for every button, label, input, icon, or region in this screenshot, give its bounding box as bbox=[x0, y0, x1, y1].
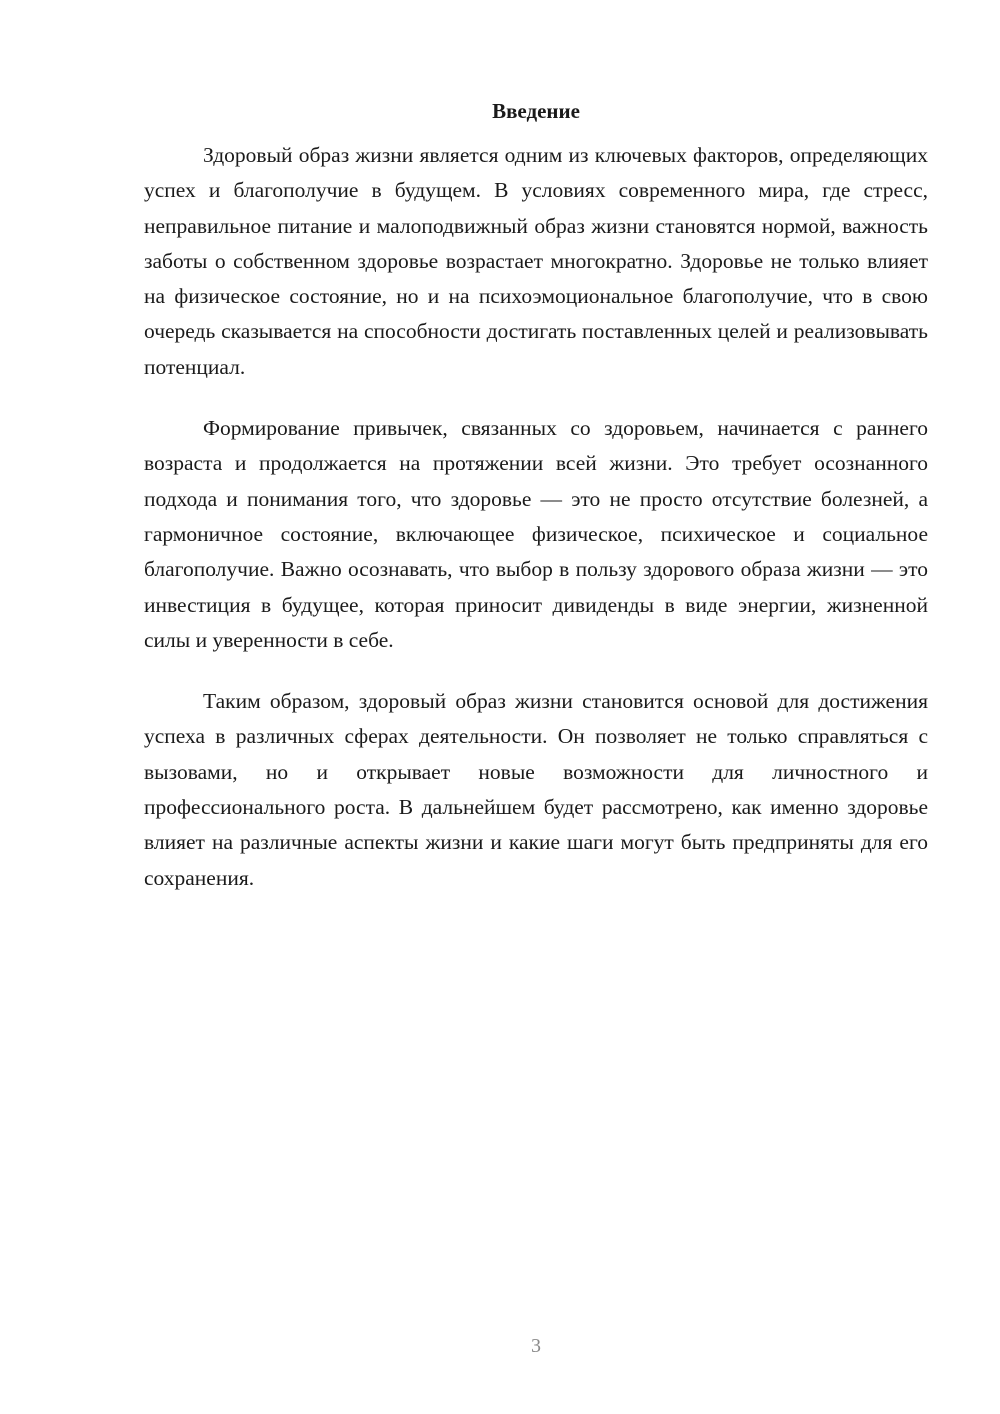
page-number: 3 bbox=[531, 1335, 541, 1357]
paragraph-1: Здоровый образ жизни является одним из ключевых факторов, определяющих успех и благополучие в будущем. В условиях современного мира, где стресс, неправильное питание и малоподвижный образ жизни становятся нормой, важность заботы о собственном здоровье возрастает многократно. Здоровье не только влияет на физическое состояние, но и на психоэмоциональное благополучие, что в свою очередь сказывается на способности достигать поставленных целей и реализовывать потенциал. bbox=[144, 143, 928, 379]
page-content bbox=[144, 96, 928, 922]
paragraph-3: Таким образом, здоровый образ жизни становится основой для достижения успеха в различных сферах деятельности. Он позволяет не только справляться с вызовами, но и открывает новые возможности для личностного и профессионального роста. В дальнейшем будет рассмотрено, как именно здоровье влияет на различные аспекты жизни и какие шаги могут быть предприняты для его сохранения. bbox=[144, 689, 928, 890]
paragraph-2: Формирование привычек, связанных со здоровьем, начинается с раннего возраста и продолжается на протяжении всей жизни. Это требует осознанного подхода и понимания того, что здоровье — это не просто отсутствие болезней, а гармоничное состояние, включающее физическое, психическое и социальное благополучие. Важно осознавать, что выбор в пользу здорового образа жизни — это инвестиция в будущее, которая приносит дивиденды в виде энергии, жизненной силы и уверенности в себе. bbox=[144, 416, 928, 652]
section-heading: Введение bbox=[492, 99, 580, 123]
